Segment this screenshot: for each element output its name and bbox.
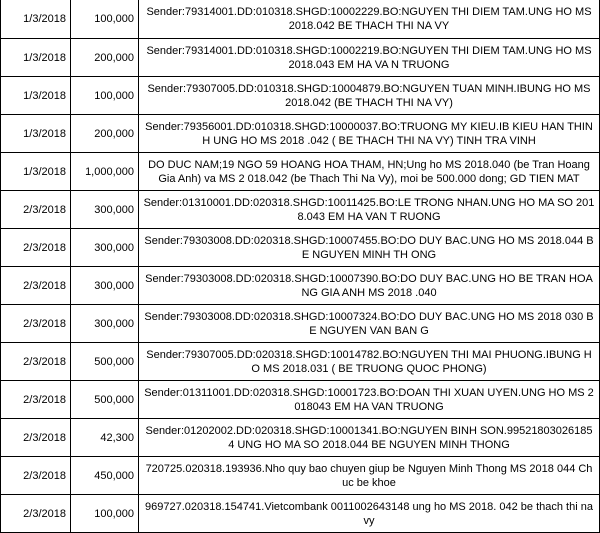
table-row	[1, 381, 600, 419]
table-row	[1, 39, 600, 77]
table-row	[1, 115, 600, 153]
amount-cell: 1,000,000	[71, 153, 139, 191]
description-cell: Sender:79307005.DD:020318.SHGD:10014782.BO:NGUYEN THI MAI PHUONG.IBUNG HO MS 2018.031 ( BE TRUONG QUOC PHONG)	[139, 343, 600, 381]
description-cell: Sender:79307005.DD:010318.SHGD:10004879.BO:NGUYEN TUAN MINH.IBUNG HO MS 2018.042 (BE THACH THI NA VY)	[139, 77, 600, 115]
description-cell: Sender:01311001.DD:020318.SHGD:10001723.BO:DOAN THI XUAN UYEN.UNG HO MS 2018043 EM HA VAN TRUONG	[139, 381, 600, 419]
date-cell: 2/3/2018	[1, 457, 71, 495]
description-cell: 720725.020318.193936.Nho quy bao chuyen giup be Nguyen Minh Thong MS 2018 044 Chuc be khoe	[139, 457, 600, 495]
description-cell: Sender:79303008.DD:020318.SHGD:10007390.BO:DO DUY BAC.UNG HO BE TRAN HOANG GIA ANH MS 2018 .040	[139, 267, 600, 305]
description-cell: Sender:79356001.DD:010318.SHGD:10000037.BO:TRUONG MY KIEU.IB KIEU HAN THINH UNG HO MS 2018 .042 ( BE THACH THI NA VY) TINH TRA VINH	[139, 115, 600, 153]
table-row	[1, 343, 600, 381]
description-cell: Sender:01310001.DD:020318.SHGD:10011425.BO:LE TRONG NHAN.UNG HO MA SO 2018.043 EM HA VAN T RUONG	[139, 191, 600, 229]
amount-cell: 200,000	[71, 39, 139, 77]
amount-cell: 300,000	[71, 267, 139, 305]
amount-cell: 500,000	[71, 343, 139, 381]
date-cell: 2/3/2018	[1, 305, 71, 343]
amount-cell: 200,000	[71, 115, 139, 153]
amount-cell: 100,000	[71, 0, 139, 39]
description-cell: 969727.020318.154741.Vietcombank 0011002643148 ung ho MS 2018. 042 be thach thi na vy	[139, 495, 600, 533]
amount-cell: 300,000	[71, 191, 139, 229]
description-cell: Sender:79303008.DD:020318.SHGD:10007455.BO:DO DUY BAC.UNG HO MS 2018.044 BE NGUYEN MINH TH ONG	[139, 229, 600, 267]
table-row	[1, 77, 600, 115]
table-row	[1, 495, 600, 533]
date-cell: 1/3/2018	[1, 39, 71, 77]
date-cell: 2/3/2018	[1, 495, 71, 533]
table-row	[1, 267, 600, 305]
donation-table-body	[1, 0, 600, 533]
table-row	[1, 0, 600, 39]
date-cell: 2/3/2018	[1, 381, 71, 419]
amount-cell: 100,000	[71, 77, 139, 115]
amount-cell: 500,000	[71, 381, 139, 419]
date-cell: 1/3/2018	[1, 153, 71, 191]
description-cell: Sender:01202002.DD:020318.SHGD:10001341.BO:NGUYEN BINH SON.995218030261854 UNG HO MA SO 2018.044 BE NGUYEN MINH THONG	[139, 419, 600, 457]
table-row	[1, 305, 600, 343]
date-cell: 2/3/2018	[1, 419, 71, 457]
date-cell: 2/3/2018	[1, 191, 71, 229]
description-cell: DO DUC NAM;19 NGO 59 HOANG HOA THAM, HN;Ung ho MS 2018.040 (be Tran Hoang Gia Anh) va MS 2 018.042 (be Thach Thi Na Vy), moi be 500.000 dong; GD TIEN MAT	[139, 153, 600, 191]
description-cell: Sender:79314001.DD:010318.SHGD:10002219.BO:NGUYEN THI DIEM TAM.UNG HO MS 2018.043 EM HA VA N TRUONG	[139, 39, 600, 77]
description-cell: Sender:79314001.DD:010318.SHGD:10002229.BO:NGUYEN THI DIEM TAM.UNG HO MS 2018.042 BE THACH THI NA VY	[139, 0, 600, 39]
table-row	[1, 419, 600, 457]
date-cell: 2/3/2018	[1, 229, 71, 267]
date-cell: 2/3/2018	[1, 343, 71, 381]
date-cell: 1/3/2018	[1, 115, 71, 153]
date-cell: 2/3/2018	[1, 267, 71, 305]
amount-cell: 42,300	[71, 419, 139, 457]
amount-cell: 300,000	[71, 305, 139, 343]
amount-cell: 450,000	[71, 457, 139, 495]
date-cell: 1/3/2018	[1, 77, 71, 115]
table-row	[1, 229, 600, 267]
date-cell: 1/3/2018	[1, 0, 71, 39]
table-row	[1, 191, 600, 229]
amount-cell: 300,000	[71, 229, 139, 267]
table-row	[1, 457, 600, 495]
description-cell: Sender:79303008.DD:020318.SHGD:10007324.BO:DO DUY BAC.UNG HO MS 2018 030 BE NGUYEN VAN BAN G	[139, 305, 600, 343]
amount-cell: 100,000	[71, 495, 139, 533]
table-row	[1, 153, 600, 191]
